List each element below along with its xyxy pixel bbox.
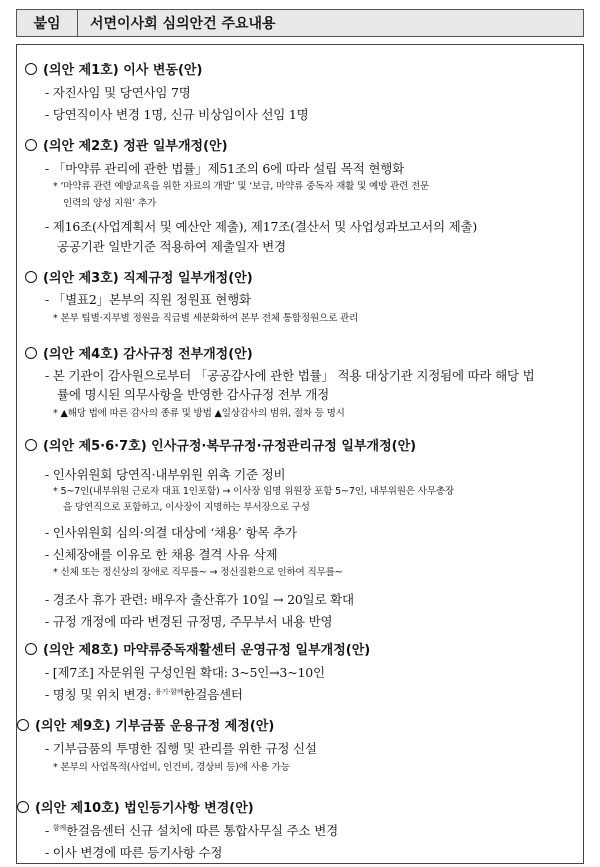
agenda-item: - 제16조(사업계획서 및 예산안 제출), 제17조(결산서 및 사업성과보고서의 제출) — [45, 219, 478, 234]
agenda-item: - 당연직이사 변경 1명, 신규 비상임이사 선임 1명 — [45, 107, 309, 122]
agenda-item: - 명칭 및 위치 변경: $^{융기\cdot 함께}$한걸음센터 — [45, 687, 243, 702]
agenda-note: * 신체 또는 정신상의 장애로 직무를~ → 정신질환으로 인하여 직무를~ — [53, 567, 343, 578]
agenda-item: - 「별표2」본부의 직원 정원표 현행화 — [45, 292, 251, 307]
agenda-heading: (의안 제3호) 직제규정 일부개정(안) — [25, 267, 253, 286]
agenda-heading: (의안 제10호) 법인등기사항 변경(안) — [17, 797, 254, 816]
circle-bullet-icon — [17, 801, 29, 813]
agenda-note: 인력의 양성 지원’ 추가 — [63, 198, 157, 209]
attachment-tag: 붙임 — [17, 10, 78, 36]
circle-bullet-icon — [25, 439, 37, 451]
agenda-heading: (의안 제2호) 정관 일부개정(안) — [25, 135, 228, 154]
agenda-item: 률에 명시된 의무사항을 반영한 감사규정 전부 개정 — [57, 387, 330, 402]
agenda-item: - 경조사 휴가 관련: 배우자 출산휴가 10일 → 20일로 확대 — [45, 592, 354, 607]
circle-bullet-icon — [17, 719, 29, 731]
circle-bullet-icon — [25, 139, 37, 151]
agenda-item: - [제7조] 자문위원 구성인원 확대: 3~5인→3~10인 — [45, 665, 325, 680]
agenda-item: - 이사 변경에 따른 등기사항 수정 — [45, 845, 223, 860]
header-row — [16, 9, 584, 37]
agenda-item: - $^{함께}$한걸음센터 신규 설치에 따른 통합사무실 주소 변경 — [45, 823, 338, 838]
circle-bullet-icon — [25, 63, 37, 75]
agenda-heading: (의안 제4호) 감사규정 전부개정(안) — [25, 343, 253, 362]
agenda-heading: (의안 제8호) 마약류중독재활센터 운영규정 일부개정(안) — [25, 639, 370, 658]
agenda-item: - 규정 개정에 따라 변경된 규정명, 주무부서 내용 반영 — [45, 614, 333, 629]
agenda-note: * ‘마약류 관련 예방교육을 위한 자료의 개발’ 및 ‘보급, 마약류 중독자 재활 및 예방 관련 전문 — [53, 181, 430, 192]
circle-bullet-icon — [25, 271, 37, 283]
agenda-item: - 자진사임 및 당연사임 7명 — [45, 85, 191, 100]
agenda-note: * 본부 팀별·지부별 정원을 직급별 세분화하여 본부 전체 통합정원으로 관리 — [53, 313, 359, 324]
circle-bullet-icon — [25, 347, 37, 359]
document-title: 서면이사회 심의안건 주요내용 — [78, 10, 583, 36]
agenda-item: - 「마약류 관리에 관한 법률」제51조의 6에 따라 설립 목적 현행화 — [45, 161, 404, 176]
agenda-item: - 인사위원회 당연직·내부위원 위촉 기준 정비 — [45, 467, 286, 482]
agenda-item: - 본 기관이 감사원으로부터 「공공감사에 관한 법률」 적용 대상기관 지정됨에 따라 해당 법 — [45, 368, 535, 383]
agenda-item: - 신체장애를 이유로 한 채용 결격 사유 삭제 — [45, 547, 278, 562]
content-box — [16, 44, 584, 864]
agenda-note: * 5~7인(내부위원 근로자 대표 1인포함) → 이사장 임명 위원장 포함 5~7인, 내부위원은 사무총장 — [53, 486, 454, 497]
agenda-item: 공공기관 일반기준 적용하여 제출일자 변경 — [57, 239, 286, 254]
agenda-item: - 기부금품의 투명한 집행 및 관리를 위한 규정 신설 — [45, 741, 317, 756]
agenda-heading: (의안 제9호) 기부금품 운용규정 제정(안) — [17, 715, 274, 734]
agenda-note: * 본부의 사업목적(사업비, 인건비, 경상비 등)에 사용 가능 — [53, 762, 290, 773]
circle-bullet-icon — [25, 643, 37, 655]
agenda-note: * ▲해당 법에 따른 감사의 종류 및 방법 ▲일상감사의 범위, 절차 등 명시 — [53, 408, 345, 419]
agenda-heading: (의안 제1호) 이사 변동(안) — [25, 59, 202, 78]
agenda-item: - 인사위원회 심의·의결 대상에 ‘채용’ 항목 추가 — [45, 525, 297, 540]
agenda-heading: (의안 제5·6·7호) 인사규정·복무규정·규정관리규정 일부개정(안) — [25, 435, 416, 454]
agenda-note: 을 당연직으로 포함하고, 이사장이 지명하는 부서장으로 구성 — [63, 502, 310, 513]
